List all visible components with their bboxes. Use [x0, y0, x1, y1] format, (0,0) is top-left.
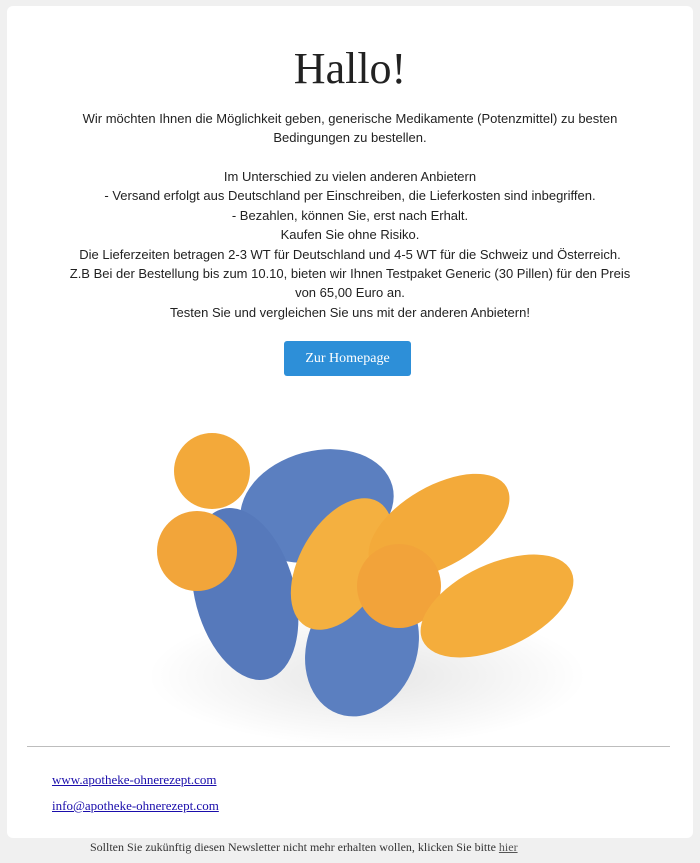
unsubscribe-label: Sollten Sie zukünftig diesen Newsletter nicht mehr erhalten wollen, klicken Sie bitte	[90, 840, 499, 854]
offer-details	[17, 167, 683, 322]
homepage-button[interactable]: Zur Homepage	[284, 341, 411, 376]
offer-line: Die Lieferzeiten betragen 2-3 WT für Deutschland und 4-5 WT für die Schweiz und Österreich.	[79, 246, 621, 262]
offer-line: - Versand erfolgt aus Deutschland per Einschreiben, die Lieferkosten sind inbegriffen.	[104, 188, 596, 204]
unsubscribe-link[interactable]: hier	[498, 840, 518, 854]
divider	[27, 746, 670, 747]
offer-line: Kaufen Sie ohne Risiko.	[280, 227, 420, 243]
email-link[interactable]: info@apotheke-ohnerezept.com	[52, 798, 219, 813]
email-card	[7, 6, 693, 838]
offer-line: von 65,00 Euro an.	[295, 285, 405, 301]
website-link[interactable]: www.apotheke-ohnerezept.com	[52, 772, 217, 787]
intro-text: Wir möchten Ihnen die Möglichkeit geben, generische Medikamente (Potenzmittel) zu besten Bedingungen zu bestellen.	[82, 111, 618, 145]
offer-line: - Bezahlen, können Sie, erst nach Erhalt.	[231, 207, 469, 223]
offer-line: Z.B Bei der Bestellung bis zum 10.10, bieten wir Ihnen Testpaket Generic (30 Pillen) für den Preis	[69, 266, 631, 282]
offer-line: Testen Sie und vergleichen Sie uns mit der anderen Anbietern!	[170, 304, 530, 320]
unsubscribe-text	[90, 840, 518, 855]
offer-line: Im Unterschied zu vielen anderen Anbietern	[223, 169, 477, 184]
pills-image	[127, 416, 597, 746]
page-title: Hallo!	[293, 44, 407, 93]
